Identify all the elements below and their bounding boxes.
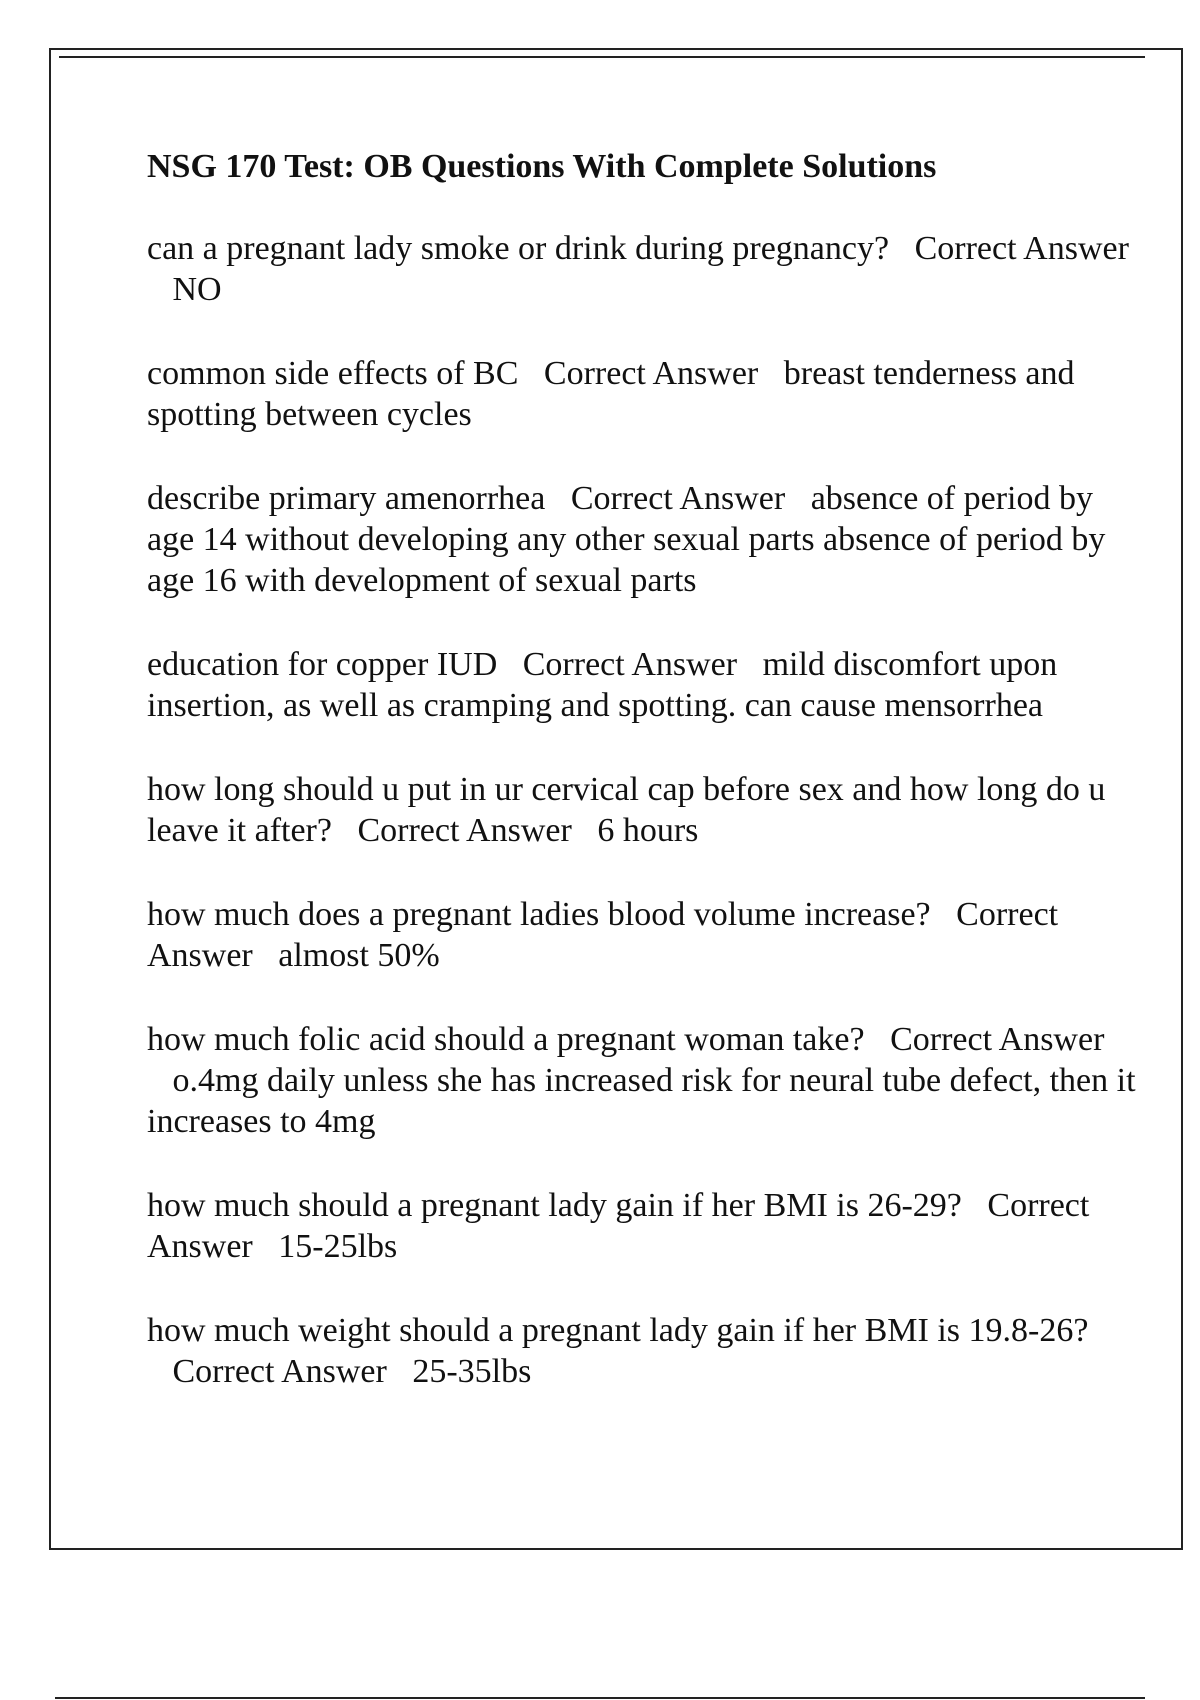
answer-label: Correct Answer — [172, 1353, 387, 1390]
question-text: education for copper IUD — [147, 646, 498, 683]
answer-label: Correct Answer — [570, 480, 786, 517]
qa-item — [147, 228, 1137, 310]
qa-item — [147, 478, 1137, 601]
answer-text: absence of period by age 14 without developing any other sexual parts absence of period by age 16 with development of sexual parts — [147, 480, 1106, 599]
answer-text: mild discomfort upon insertion, as well as cramping and spotting. can cause mensorrhea — [147, 646, 1058, 724]
answer-text: 6 hours — [597, 812, 699, 849]
answer-label: Correct Answer — [147, 896, 1059, 974]
qa-item — [147, 769, 1137, 851]
bottom-rule — [55, 1697, 1145, 1699]
qa-item — [147, 353, 1137, 435]
top-rule — [59, 56, 1145, 58]
answer-text: NO — [172, 271, 222, 308]
qa-item — [147, 1310, 1137, 1392]
question-text: how much does a pregnant ladies blood volume increase? — [147, 896, 931, 933]
answer-text: almost 50% — [278, 937, 440, 974]
answer-label: Correct Answer — [522, 646, 738, 683]
qa-item — [147, 1185, 1137, 1267]
answer-text: breast tenderness and spotting between cycles — [147, 355, 1075, 433]
document-body — [147, 147, 1137, 1435]
question-text: how much weight should a pregnant lady gain if her BMI is 19.8-26? — [147, 1312, 1089, 1349]
answer-label: Correct Answer — [914, 230, 1129, 267]
answer-label: Correct Answer — [147, 1187, 1090, 1265]
question-text: how much should a pregnant lady gain if her BMI is 26-29? — [147, 1187, 962, 1224]
question-text: how much folic acid should a pregnant woman take? — [147, 1021, 865, 1058]
answer-text: 15-25lbs — [278, 1228, 398, 1265]
document-title: NSG 170 Test: OB Questions With Complete Solutions — [147, 148, 937, 185]
answer-label: Correct Answer — [890, 1021, 1105, 1058]
question-text: common side effects of BC — [147, 355, 519, 392]
answer-label: Correct Answer — [543, 355, 759, 392]
qa-item — [147, 644, 1137, 726]
answer-label: Correct Answer — [357, 812, 572, 849]
page-frame — [49, 48, 1183, 1550]
answer-text: 25-35lbs — [412, 1353, 532, 1390]
question-text: how long should u put in ur cervical cap before sex and how long do u leave it after? — [147, 771, 1106, 849]
qa-item — [147, 894, 1137, 976]
answer-text: o.4mg daily unless she has increased risk for neural tube defect, then it increases to 4mg — [147, 1062, 1136, 1140]
question-text: describe primary amenorrhea — [147, 480, 546, 517]
qa-item — [147, 1019, 1137, 1142]
question-text: can a pregnant lady smoke or drink during pregnancy? — [147, 230, 890, 267]
